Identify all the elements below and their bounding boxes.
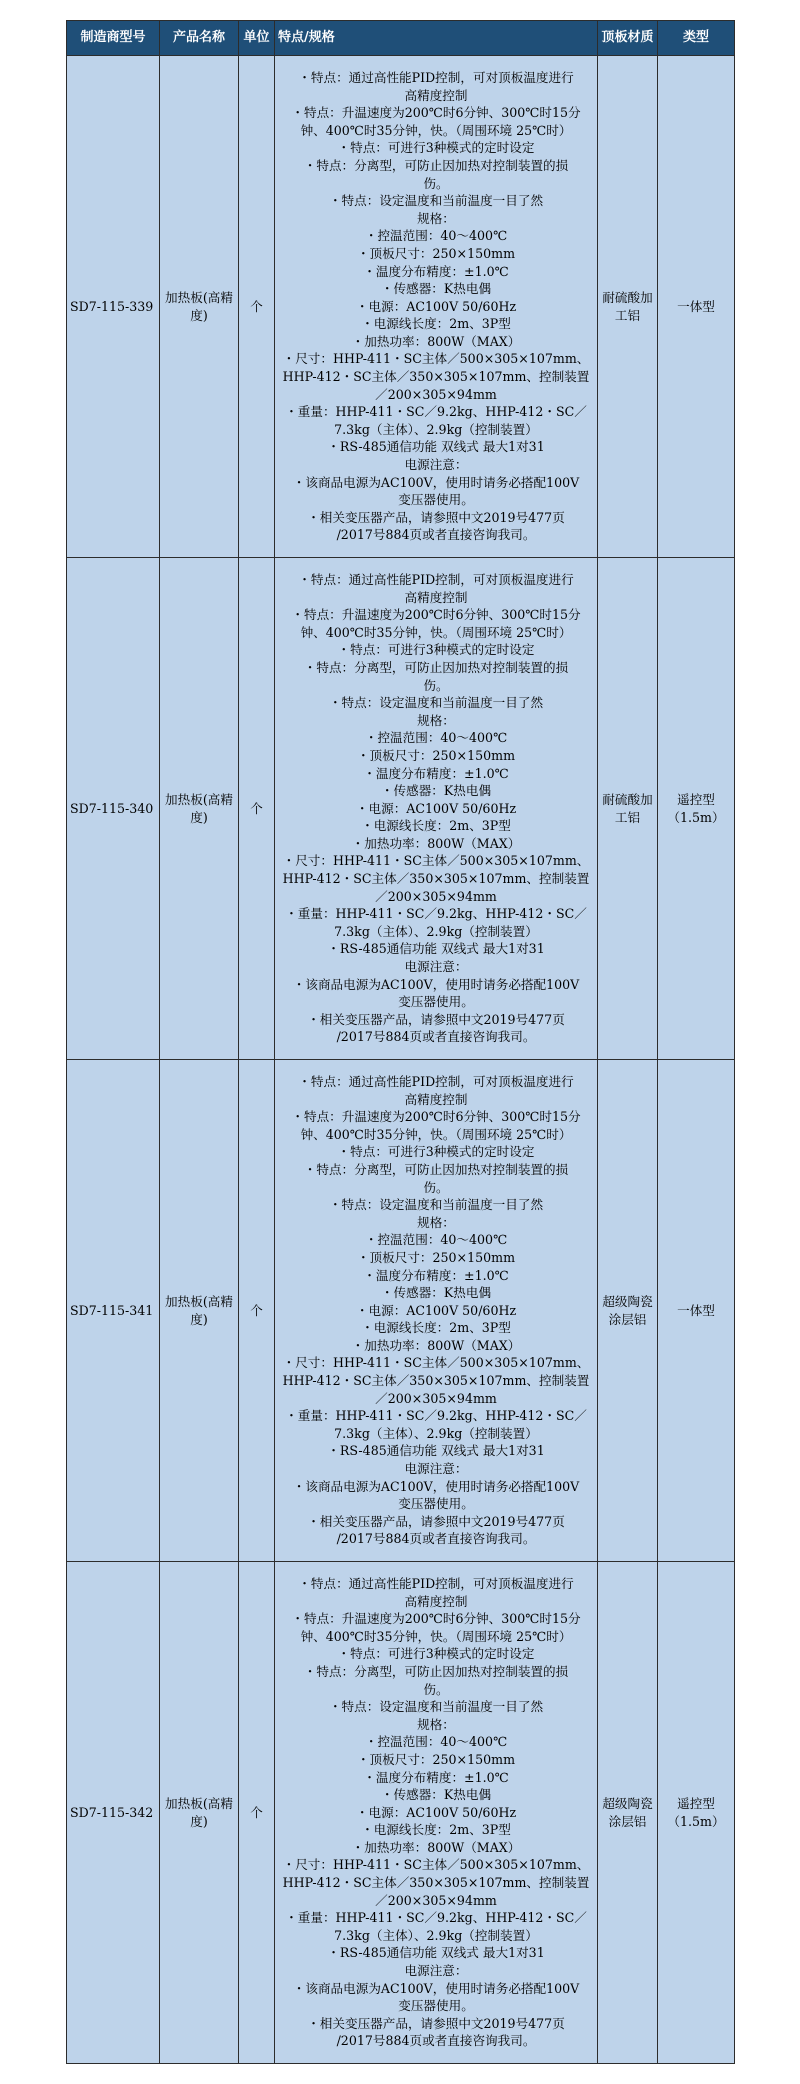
- spec-line: ・加热功率：800W（MAX）: [351, 1839, 521, 1855]
- spec-line: 伤。: [423, 677, 449, 693]
- product-name-cell: 加热板(高精度): [160, 558, 239, 1060]
- spec-line: ・特点：分离型，可防止因加热对控制装置的损: [303, 1161, 569, 1177]
- spec-line: ・该商品电源为AC100V，使用时请务必搭配100V: [292, 474, 580, 490]
- spec-line: ・加热功率：800W（MAX）: [351, 333, 521, 349]
- spec-line: ・特点：升温速度为200℃时6分钟、300℃时15分: [291, 105, 581, 121]
- spec-line: ・顶板尺寸：250×150mm: [356, 1751, 516, 1767]
- table-row: [67, 56, 735, 558]
- spec-line: ・传感器：K热电偶: [380, 1285, 492, 1301]
- spec-line: ・特点：设定温度和当前温度一目了然: [328, 695, 544, 711]
- table-header-row: [67, 21, 735, 56]
- spec-line: 伤。: [423, 1681, 449, 1697]
- unit-cell: 个: [239, 558, 275, 1060]
- spec-line: ・特点：升温速度为200℃时6分钟、300℃时15分: [291, 1611, 581, 1627]
- type-cell: 一体型: [658, 1060, 735, 1562]
- spec-line: 7.3kg（主体）、2.9kg（控制装置）: [334, 923, 538, 939]
- spec-line: ・RS-485通信功能 双线式 最大1对31: [327, 1443, 545, 1459]
- spec-line: 钟、400℃时35分钟，快。（周围环境 25℃时）: [300, 1628, 572, 1644]
- spec-line: 钟、400℃时35分钟，快。（周围环境 25℃时）: [300, 122, 572, 138]
- spec-line: 7.3kg（主体）、2.9kg（控制装置）: [334, 421, 538, 437]
- spec-line: 电源注意：: [404, 1461, 468, 1477]
- spec-line: ・加热功率：800W（MAX）: [351, 1337, 521, 1353]
- spec-line: ・温度分布精度：±1.0℃: [363, 1267, 509, 1283]
- material-cell: 耐硫酸加工铝: [598, 56, 658, 558]
- spec-line: 规格：: [417, 210, 455, 226]
- spec-line: ・电源：AC100V 50/60Hz: [355, 800, 517, 816]
- header-material: 顶板材质: [598, 21, 658, 56]
- spec-line: ・电源：AC100V 50/60Hz: [355, 1302, 517, 1318]
- spec-line: ・温度分布精度：±1.0℃: [363, 1769, 509, 1785]
- spec-line: ・重量：HHP-411・SC／9.2kg、HHP-412・SC／: [285, 906, 587, 922]
- spec-line: ・传感器：K热电偶: [380, 1787, 492, 1803]
- spec-line: ・相关变压器产品，请参照中文2019号477页: [307, 1011, 565, 1027]
- spec-line: ・电源：AC100V 50/60Hz: [355, 298, 517, 314]
- spec-line: /2017号884页或者直接咨询我司。: [336, 2033, 536, 2049]
- spec-line: 电源注意：: [404, 959, 468, 975]
- spec-line: ・相关变压器产品，请参照中文2019号477页: [307, 2015, 565, 2031]
- spec-line: 电源注意：: [404, 1963, 468, 1979]
- spec-cell: [275, 1060, 598, 1562]
- spec-line: ・RS-485通信功能 双线式 最大1对31: [327, 439, 545, 455]
- spec-line: ・特点：通过高性能PID控制，可对顶板温度进行: [298, 571, 574, 587]
- spec-line: HHP-412・SC主体／350×305×107mm、控制装置: [282, 1373, 590, 1389]
- table-row: [67, 1562, 735, 2064]
- spec-line: ・电源线长度：2m、3P型: [361, 818, 511, 834]
- spec-line: ・顶板尺寸：250×150mm: [356, 245, 516, 261]
- spec-line: 钟、400℃时35分钟，快。（周围环境 25℃时）: [300, 624, 572, 640]
- spec-line: ・电源：AC100V 50/60Hz: [355, 1804, 517, 1820]
- spec-line: ・特点：可进行3种模式的定时设定: [337, 140, 535, 156]
- table-row: [67, 558, 735, 1060]
- spec-line: ／200×305×94mm: [375, 386, 497, 402]
- spec-line: 7.3kg（主体）、2.9kg（控制装置）: [334, 1425, 538, 1441]
- spec-line: ・特点：设定温度和当前温度一目了然: [328, 193, 544, 209]
- spec-line: ・尺寸：HHP-411・SC主体／500×305×107mm、: [282, 1355, 590, 1371]
- spec-line: ・控温范围：40～400℃: [364, 228, 508, 244]
- spec-line: 规格：: [417, 1214, 455, 1230]
- spec-line: ／200×305×94mm: [375, 888, 497, 904]
- spec-line: 变压器使用。: [398, 1998, 474, 2014]
- spec-line: ・顶板尺寸：250×150mm: [356, 1249, 516, 1265]
- spec-line: ・电源线长度：2m、3P型: [361, 316, 511, 332]
- spec-line: ・特点：通过高性能PID控制，可对顶板温度进行: [298, 1575, 574, 1591]
- spec-line: ・RS-485通信功能 双线式 最大1对31: [327, 1945, 545, 1961]
- spec-line: ・特点：分离型，可防止因加热对控制装置的损: [303, 157, 569, 173]
- spec-line: 钟、400℃时35分钟，快。（周围环境 25℃时）: [300, 1126, 572, 1142]
- spec-cell: [275, 1562, 598, 2064]
- spec-line: ・特点：可进行3种模式的定时设定: [337, 1646, 535, 1662]
- header-spec: 特点/规格: [275, 21, 598, 56]
- spec-line: ・该商品电源为AC100V，使用时请务必搭配100V: [292, 976, 580, 992]
- model-cell: SD7-115-341: [67, 1060, 160, 1562]
- spec-line: ・特点：通过高性能PID控制，可对顶板温度进行: [298, 1073, 574, 1089]
- spec-line: 伤。: [423, 1179, 449, 1195]
- spec-line: ・该商品电源为AC100V，使用时请务必搭配100V: [292, 1980, 580, 1996]
- spec-cell: [275, 558, 598, 1060]
- spec-line: ・特点：升温速度为200℃时6分钟、300℃时15分: [291, 1109, 581, 1125]
- spec-line: ・尺寸：HHP-411・SC主体／500×305×107mm、: [282, 853, 590, 869]
- spec-line: ・重量：HHP-411・SC／9.2kg、HHP-412・SC／: [285, 404, 587, 420]
- spec-line: ・相关变压器产品，请参照中文2019号477页: [307, 1513, 565, 1529]
- header-type: 类型: [658, 21, 735, 56]
- spec-line: ・电源线长度：2m、3P型: [361, 1320, 511, 1336]
- spec-line: 变压器使用。: [398, 492, 474, 508]
- spec-line: ・特点：分离型，可防止因加热对控制装置的损: [303, 1663, 569, 1679]
- spec-cell: [275, 56, 598, 558]
- spec-line: 高精度控制: [404, 589, 468, 605]
- spec-line: ・特点：设定温度和当前温度一目了然: [328, 1699, 544, 1715]
- material-cell: 耐硫酸加工铝: [598, 558, 658, 1060]
- spec-line: HHP-412・SC主体／350×305×107mm、控制装置: [282, 1875, 590, 1891]
- spec-line: ・相关变压器产品，请参照中文2019号477页: [307, 509, 565, 525]
- spec-line: 伤。: [423, 175, 449, 191]
- spec-line: 高精度控制: [404, 87, 468, 103]
- header-name: 产品名称: [160, 21, 239, 56]
- spec-line: ・尺寸：HHP-411・SC主体／500×305×107mm、: [282, 1857, 590, 1873]
- spec-line: ・加热功率：800W（MAX）: [351, 835, 521, 851]
- spec-line: ・顶板尺寸：250×150mm: [356, 747, 516, 763]
- material-cell: 超级陶瓷涂层铝: [598, 1562, 658, 2064]
- spec-line: ・电源线长度：2m、3P型: [361, 1822, 511, 1838]
- spec-line: /2017号884页或者直接咨询我司。: [336, 1531, 536, 1547]
- header-unit: 单位: [239, 21, 275, 56]
- spec-line: ・控温范围：40～400℃: [364, 1734, 508, 1750]
- spec-line: ・特点：可进行3种模式的定时设定: [337, 1144, 535, 1160]
- spec-line: ／200×305×94mm: [375, 1892, 497, 1908]
- spec-line: ・该商品电源为AC100V，使用时请务必搭配100V: [292, 1478, 580, 1494]
- spec-line: ・传感器：K热电偶: [380, 281, 492, 297]
- spec-line: ・传感器：K热电偶: [380, 783, 492, 799]
- material-cell: 超级陶瓷涂层铝: [598, 1060, 658, 1562]
- product-spec-table: [66, 20, 735, 2064]
- spec-line: 规格：: [417, 712, 455, 728]
- spec-line: ・RS-485通信功能 双线式 最大1对31: [327, 941, 545, 957]
- unit-cell: 个: [239, 1562, 275, 2064]
- spec-line: /2017号884页或者直接咨询我司。: [336, 1029, 536, 1045]
- product-name-cell: 加热板(高精度): [160, 56, 239, 558]
- spec-line: 变压器使用。: [398, 1496, 474, 1512]
- spec-line: HHP-412・SC主体／350×305×107mm、控制装置: [282, 871, 590, 887]
- spec-line: ・控温范围：40～400℃: [364, 1232, 508, 1248]
- type-cell: 遥控型（1.5m）: [658, 558, 735, 1060]
- model-cell: SD7-115-340: [67, 558, 160, 1060]
- spec-line: 7.3kg（主体）、2.9kg（控制装置）: [334, 1927, 538, 1943]
- spec-line: ・特点：可进行3种模式的定时设定: [337, 642, 535, 658]
- spec-line: ・特点：通过高性能PID控制，可对顶板温度进行: [298, 69, 574, 85]
- unit-cell: 个: [239, 56, 275, 558]
- product-name-cell: 加热板(高精度): [160, 1562, 239, 2064]
- spec-line: 高精度控制: [404, 1091, 468, 1107]
- spec-line: ・特点：设定温度和当前温度一目了然: [328, 1197, 544, 1213]
- spec-line: ・特点：分离型，可防止因加热对控制装置的损: [303, 659, 569, 675]
- spec-line: ・特点：升温速度为200℃时6分钟、300℃时15分: [291, 607, 581, 623]
- spec-line: ／200×305×94mm: [375, 1390, 497, 1406]
- spec-line: ・重量：HHP-411・SC／9.2kg、HHP-412・SC／: [285, 1408, 587, 1424]
- spec-line: /2017号884页或者直接咨询我司。: [336, 527, 536, 543]
- spec-line: 变压器使用。: [398, 994, 474, 1010]
- spec-line: ・尺寸：HHP-411・SC主体／500×305×107mm、: [282, 351, 590, 367]
- spec-line: 高精度控制: [404, 1593, 468, 1609]
- type-cell: 一体型: [658, 56, 735, 558]
- spec-line: ・温度分布精度：±1.0℃: [363, 263, 509, 279]
- header-model: 制造商型号: [67, 21, 160, 56]
- type-cell: 遥控型（1.5m）: [658, 1562, 735, 2064]
- product-name-cell: 加热板(高精度): [160, 1060, 239, 1562]
- spec-line: ・温度分布精度：±1.0℃: [363, 765, 509, 781]
- spec-line: HHP-412・SC主体／350×305×107mm、控制装置: [282, 369, 590, 385]
- model-cell: SD7-115-342: [67, 1562, 160, 2064]
- unit-cell: 个: [239, 1060, 275, 1562]
- spec-line: 电源注意：: [404, 457, 468, 473]
- spec-line: ・控温范围：40～400℃: [364, 730, 508, 746]
- table-row: [67, 1060, 735, 1562]
- model-cell: SD7-115-339: [67, 56, 160, 558]
- spec-line: 规格：: [417, 1716, 455, 1732]
- spec-line: ・重量：HHP-411・SC／9.2kg、HHP-412・SC／: [285, 1910, 587, 1926]
